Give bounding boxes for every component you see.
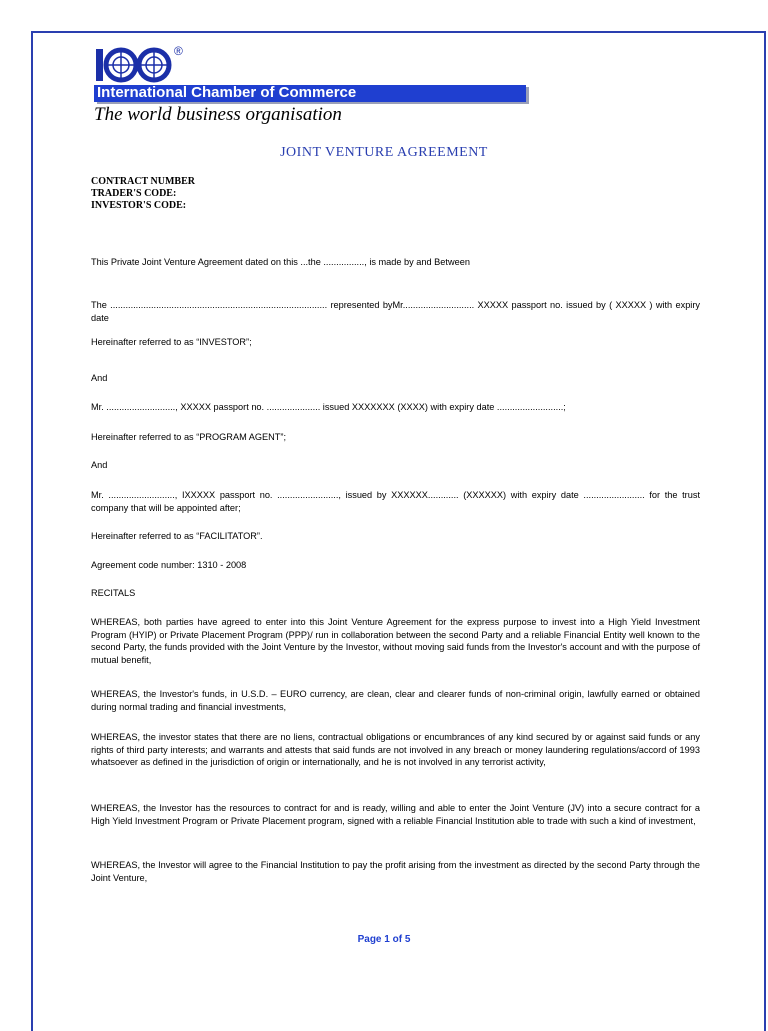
paragraph-agreement-code: Agreement code number: 1310 - 2008 xyxy=(91,560,247,570)
paragraph-investor-ref: Hereinafter referred to as “INVESTOR”; xyxy=(91,337,252,347)
recitals-heading: RECITALS xyxy=(91,588,136,598)
recital-4: WHEREAS, the Investor has the resources to contract for and is ready, willing and able to enter the Joint Venture (JV) into a secure contract for a High Yield Investment Program or Private Placement program, signed with a reliable Financial Institution able to trade with such a kind of investment, xyxy=(91,803,700,826)
traders-code-label: TRADER'S CODE: xyxy=(91,188,177,199)
paragraph-agent-party: Mr. ..........................., XXXXX passport no. ..................... issued XXXXXXX (XXXX) with expiry date ..........................; xyxy=(91,402,566,412)
paragraph-facilitator-party: Mr. .........................., IXXXXX passport no. ........................, issued by XXXXXX............ (XXXXXX) with expiry date ........................ for the trust company that will be appointed after; xyxy=(91,490,700,513)
tagline: The world business organisation xyxy=(94,104,342,125)
paragraph-and-2: And xyxy=(91,460,108,470)
codes-block xyxy=(91,176,195,212)
paragraph-agent-ref: Hereinafter referred to as “PROGRAM AGENT”; xyxy=(91,432,287,442)
paragraph-and-1: And xyxy=(91,373,108,383)
org-name-bar xyxy=(94,85,526,102)
recital-3: WHEREAS, the investor states that there are no liens, contractual obligations or encumbrances of any kind secured by or against said funds or any rights of third party interests; and warrants and attests that said funds are not involved in any breach or money laundering regulations/accord of 1993 whatsoever as defined in the jurisdiction of origin or internationally, and he is not involved in any terrorist activity, xyxy=(91,732,700,768)
paragraph-intro: This Private Joint Venture Agreement dated on this ...the ................, is made by and Between xyxy=(91,257,470,267)
icc-globe-logo-icon xyxy=(94,46,174,84)
investors-code-label: INVESTOR'S CODE: xyxy=(91,200,187,211)
registered-mark: ® xyxy=(174,44,183,58)
recital-5: WHEREAS, the Investor will agree to the Financial Institution to pay the profit arising from the investment as directed by the second Party through the Joint Venture, xyxy=(91,860,700,883)
org-name: International Chamber of Commerce xyxy=(97,84,357,101)
contract-number-label: CONTRACT NUMBER xyxy=(91,176,195,187)
page-number: Page 1 of 5 xyxy=(357,934,411,945)
paragraph-investor-party: The ..................................................................................... represented byMr............................ XXXXX passport no. issued by ( XXXXX ) with expiry date xyxy=(91,300,700,323)
icc-logo xyxy=(94,46,534,126)
recital-2: WHEREAS, the Investor's funds, in U.S.D. – EURO currency, are clean, clear and clearer funds of non-criminal origin, lawfully earned or obtained during normal trading and financial investments, xyxy=(91,689,700,712)
document-title: JOINT VENTURE AGREEMENT xyxy=(280,145,488,160)
recital-1: WHEREAS, both parties have agreed to enter into this Joint Venture Agreement for the express purpose to invest into a High Yield Investment Program (HYIP) or Private Placement Program (PPP)/ run in collaboration between the second Party and a reliable Financial Entity well known to the second Party, the funds provided with the Joint Venture by the Investor, without moving said funds from the Investor's account and with the purpose of mutual benefit, xyxy=(91,617,700,665)
paragraph-facilitator-ref: Hereinafter referred to as “FACILITATOR”. xyxy=(91,531,263,541)
